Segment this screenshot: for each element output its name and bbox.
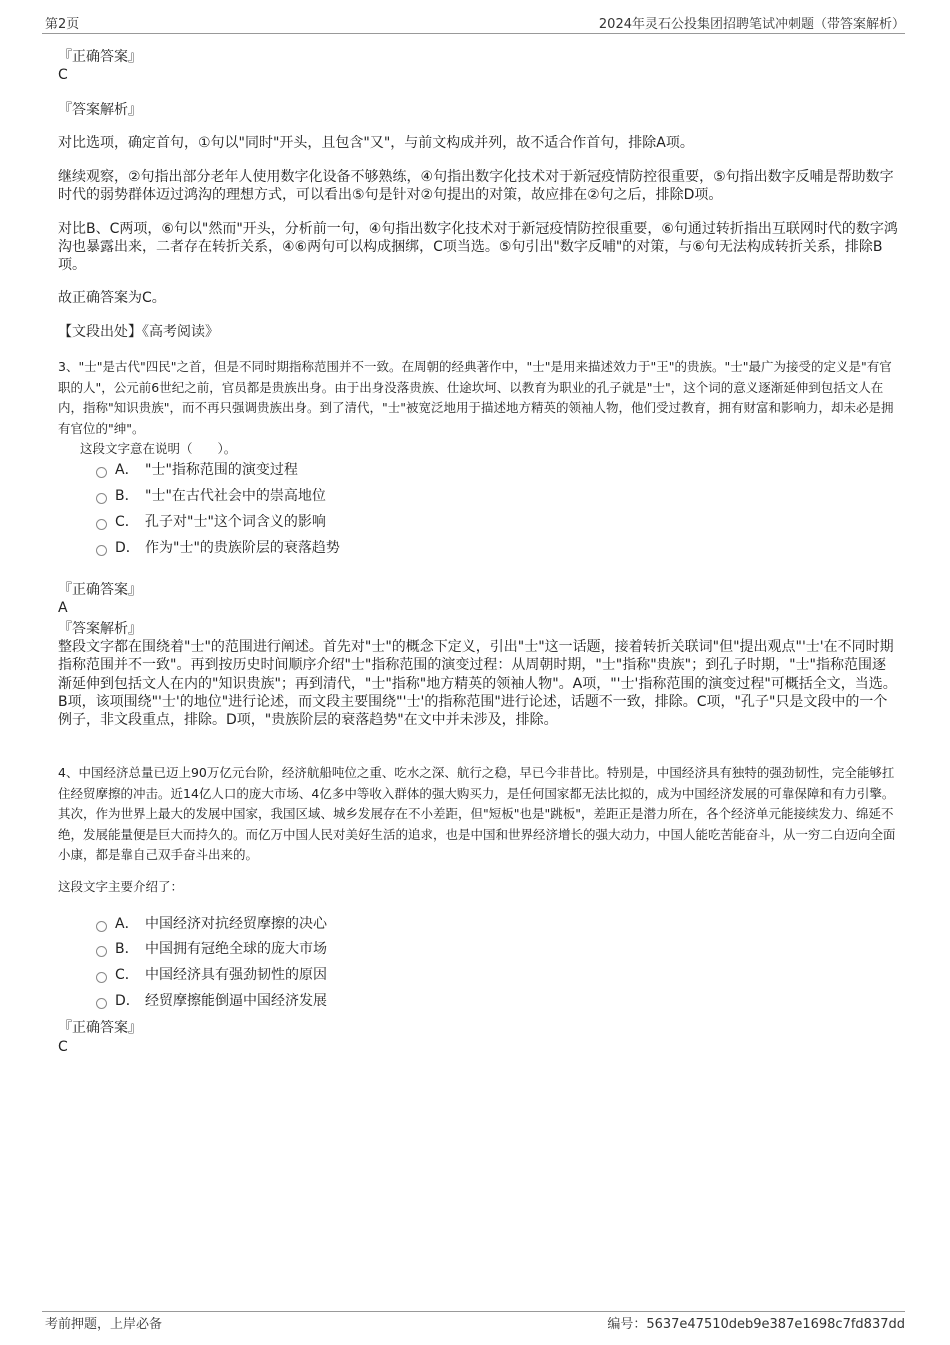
radio-icon[interactable] xyxy=(96,972,107,983)
option-c[interactable] xyxy=(96,513,326,531)
question-4-prompt: 这段文字主要介绍了： xyxy=(58,879,184,894)
analysis-conclusion: 故正确答案为C。 xyxy=(58,290,166,306)
footer-slogan: 考前押题，上岸必备 xyxy=(45,1317,163,1332)
option-letter: C． xyxy=(115,967,139,983)
option-text: "士"指称范围的演变过程 xyxy=(145,462,298,478)
question-3-prompt: 这段文字意在说明（ ）。 xyxy=(80,441,237,456)
option-text: 中国拥有冠绝全球的庞大市场 xyxy=(145,941,327,957)
answer-value: C xyxy=(58,1039,68,1055)
source-citation: 【文段出处】《高考阅读》 xyxy=(58,324,219,340)
analysis-paragraph: 对比B、C两项，⑥句以"然而"开头，分析前一句，④句指出数字化技术对于新冠疫情防控很重要，⑥句通过转折指出互联网时代的数字鸿沟也暴露出来，二者存在转折关系，④⑥两句可以构成捆绑，C项当选。⑤句引出"数字反哺"的对策，与⑥句无法构成转折关系，排除B项。 xyxy=(58,221,898,273)
radio-icon[interactable] xyxy=(96,493,107,504)
option-letter: B． xyxy=(115,941,139,957)
document-code xyxy=(607,1313,905,1332)
question-4-text: 4、中国经济总量已迈上90万亿元台阶，经济航船吨位之重、吃水之深、航行之稳，早已今非昔比。特别是，中国经济具有独特的强劲韧性，完全能够扛住经贸摩擦的冲击。近14亿人口的庞大市场、4亿多中等收入群体的强大购买力，是任何国家都无法比拟的，成为中国经济发展的可靠保障和有力引擎。其次，作为世界上最大的发展中国家，我国区域、城乡发展存在不小差距，但"短板"也是"跳板"，差距正是潜力所在，各个经济单元能接续发力、绵延不绝，发展能量便是巨大而持久的。而亿万中国人民对美好生活的追求，也是中国和世界经济增长的强大动力，中国人能吃苦能奋斗，从一穷二白迈向全面小康，都是靠自己双手奋斗出来的。 xyxy=(58,765,896,862)
radio-icon[interactable] xyxy=(96,545,107,556)
option-letter: A． xyxy=(115,916,139,932)
analysis-label: 『答案解析』 xyxy=(58,102,142,118)
radio-icon[interactable] xyxy=(96,946,107,957)
option-letter: D． xyxy=(115,540,140,556)
option-a[interactable] xyxy=(96,915,327,933)
header-divider xyxy=(42,33,905,34)
option-b[interactable] xyxy=(96,487,326,505)
option-d[interactable] xyxy=(96,539,340,557)
answer-label: 『正确答案』 xyxy=(58,49,142,65)
option-a[interactable] xyxy=(96,461,298,479)
answer-value: A xyxy=(58,600,68,616)
option-letter: D． xyxy=(115,993,140,1009)
option-text: 经贸摩擦能倒逼中国经济发展 xyxy=(145,993,327,1009)
radio-icon[interactable] xyxy=(96,921,107,932)
option-text: "士"在古代社会中的崇高地位 xyxy=(145,488,326,504)
analysis-paragraph: 整段文字都在围绕着"士"的范围进行阐述。首先对"士"的概念下定义，引出"士"这一话题，接着转折关联词"但"提出观点"'士'在不同时期指称范围并不一致"。再到按历史时间顺序介绍"士"指称范围的演变过程：从周朝时期，"士"指称"贵族"；到孔子时期，"士"指称范围逐渐延伸到包括文人在内的"知识贵族"；再到清代，"士"指称"地方精英的领袖人物"。A项，"'士'指称范围的演变过程"可概括全文，当选。B项，该项围绕"'士'的地位"进行论述，而文段主要围绕"'士'的指称范围"进行论述，话题不一致，排除。C项，"孔子"只是文段中的一个例子，非文段重点，排除。D项，"贵族阶层的衰落趋势"在文中并未涉及，排除。 xyxy=(58,639,897,729)
answer-value: C xyxy=(58,67,68,83)
footer-divider xyxy=(42,1311,905,1312)
option-d[interactable] xyxy=(96,992,327,1010)
option-text: 作为"士"的贵族阶层的衰落趋势 xyxy=(145,540,340,556)
option-c[interactable] xyxy=(96,966,327,984)
option-text: 中国经济对抗经贸摩擦的决心 xyxy=(145,916,327,932)
analysis-paragraph: 继续观察，②句指出部分老年人使用数字化设备不够熟练，④句指出数字化技术对于新冠疫情防控很重要，⑤句指出数字反哺是帮助数字时代的弱势群体迈过鸿沟的理想方式，可以看出⑤句是针对②句提出的对策，故应排在②句之后，排除D项。 xyxy=(58,169,894,203)
option-letter: B． xyxy=(115,488,139,504)
document-title: 2024年灵石公投集团招聘笔试冲刺题（带答案解析） xyxy=(598,17,905,32)
code-value: 5637e47510deb9e387e1698c7fd837dd xyxy=(646,1317,905,1332)
code-label: 编号： xyxy=(607,1317,647,1332)
option-letter: C． xyxy=(115,514,139,530)
analysis-paragraph: 对比选项，确定首句，①句以"同时"开头，且包含"又"，与前文构成并列，故不适合作首句，排除A项。 xyxy=(58,135,694,151)
option-text: 孔子对"士"这个词含义的影响 xyxy=(145,514,326,530)
option-letter: A． xyxy=(115,462,139,478)
option-text: 中国经济具有强劲韧性的原因 xyxy=(145,967,327,983)
option-b[interactable] xyxy=(96,940,327,958)
radio-icon[interactable] xyxy=(96,519,107,530)
answer-label: 『正确答案』 xyxy=(58,1020,142,1036)
page-number: 第2页 xyxy=(45,17,80,32)
answer-label: 『正确答案』 xyxy=(58,582,142,598)
radio-icon[interactable] xyxy=(96,998,107,1009)
analysis-label: 『答案解析』 xyxy=(58,621,142,637)
radio-icon[interactable] xyxy=(96,467,107,478)
question-3-text: 3、"士"是古代"四民"之首，但是不同时期指称范围并不一致。在周朝的经典著作中，"士"是用来描述效力于"王"的贵族。"士"最广为接受的定义是"有官职的人"，公元前6世纪之前，官员都是贵族出身。由于出身没落贵族、仕途坎坷、以教育为职业的孔子就是"士"，这个词的意义逐渐延伸到包括文人在内，指称"知识贵族"，而不再只强调贵族出身。到了清代，"士"被宽泛地用于描述地方精英的领袖人物，他们受过教育，拥有财富和影响力，却未必是拥有官位的"绅"。 xyxy=(58,359,894,436)
